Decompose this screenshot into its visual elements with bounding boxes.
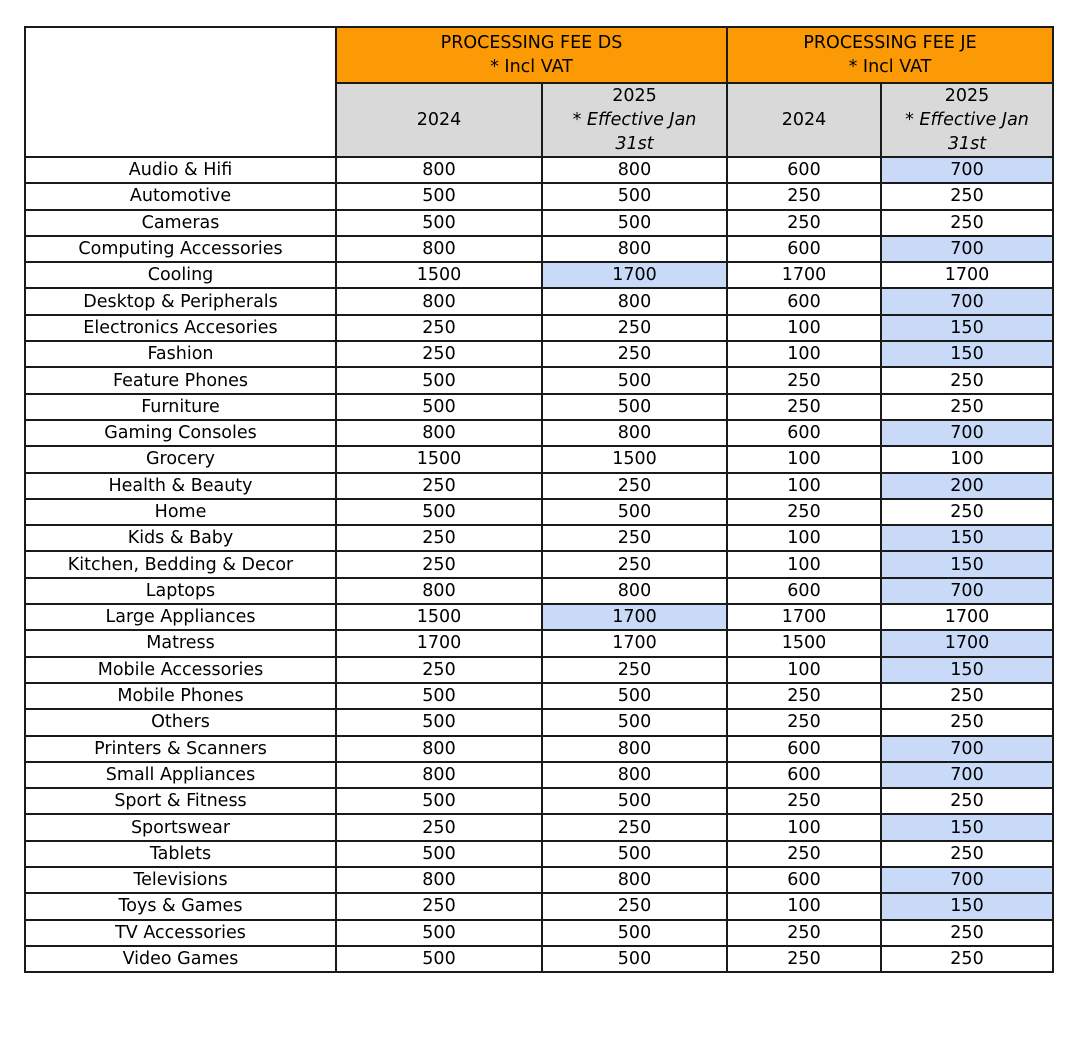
ds-2024-cell: 250 [336,893,542,919]
je-2024-cell: 600 [727,578,881,604]
je-2025-cell: 150 [881,814,1053,840]
ds-2025-cell: 500 [542,709,727,735]
ds-2025-cell: 800 [542,236,727,262]
table-row [25,446,1053,472]
ds-2024-cell: 250 [336,551,542,577]
ds-2025-cell: 500 [542,841,727,867]
ds-2024-cell: 1700 [336,630,542,656]
group-ds-note: * Incl VAT [490,57,573,77]
je-2025-cell: 700 [881,157,1053,183]
table-row [25,814,1053,840]
je-2024-cell: 1500 [727,630,881,656]
ds-2024-cell: 500 [336,946,542,972]
category-cell: Matress [25,630,336,656]
table-row [25,736,1053,762]
ds-2024-cell: 500 [336,683,542,709]
je-2025-cell: 150 [881,551,1053,577]
ds-2024-cell: 250 [336,657,542,683]
ds-2025-cell: 250 [542,893,727,919]
table-row [25,341,1053,367]
fee-table-container [24,26,1054,973]
category-cell: Fashion [25,341,336,367]
table-row [25,288,1053,314]
table-row [25,367,1053,393]
je-2025-cell: 150 [881,315,1053,341]
je-2025-header [881,83,1053,157]
table-row [25,657,1053,683]
category-cell: Toys & Games [25,893,336,919]
je-2025-cell: 150 [881,341,1053,367]
ds-2025-cell: 500 [542,788,727,814]
ds-2024-cell: 800 [336,420,542,446]
ds-2024-cell: 250 [336,315,542,341]
je-2025-cell: 250 [881,709,1053,735]
ds-2024-cell: 800 [336,236,542,262]
ds-2024-cell: 800 [336,288,542,314]
je-2024-header [727,83,881,157]
category-header-blank [25,27,336,157]
table-row [25,893,1053,919]
category-cell: Printers & Scanners [25,736,336,762]
je-2025-cell: 700 [881,736,1053,762]
ds-2024-cell: 500 [336,841,542,867]
ds-2024-cell: 250 [336,473,542,499]
ds-2025-cell: 500 [542,946,727,972]
group-header-row [25,27,1053,83]
category-cell: Computing Accessories [25,236,336,262]
category-cell: Sportswear [25,814,336,840]
je-2024-cell: 100 [727,893,881,919]
ds-2025-cell: 250 [542,814,727,840]
je-2025-cell: 1700 [881,604,1053,630]
je-2024-cell: 600 [727,762,881,788]
je-2024-cell: 250 [727,946,881,972]
ds-2024-cell: 500 [336,499,542,525]
je-2024-cell: 250 [727,210,881,236]
je-2025-cell: 250 [881,210,1053,236]
ds-2025-cell: 1700 [542,262,727,288]
je-2025-cell: 700 [881,236,1053,262]
category-cell: TV Accessories [25,920,336,946]
je-2024-cell: 250 [727,788,881,814]
ds-2025-cell: 800 [542,288,727,314]
ds-2025-cell: 500 [542,499,727,525]
category-cell: Kids & Baby [25,525,336,551]
group-header-je [727,27,1053,83]
je-2024-cell: 250 [727,183,881,209]
ds-2025-cell: 800 [542,867,727,893]
je-2025-cell: 150 [881,893,1053,919]
ds-2024-header [336,83,542,157]
table-row [25,315,1053,341]
je-2025-cell: 1700 [881,262,1053,288]
je-2025-cell: 250 [881,499,1053,525]
ds-2025-cell: 500 [542,210,727,236]
ds-2025-cell: 500 [542,394,727,420]
category-cell: Video Games [25,946,336,972]
je-2024-label: 2024 [781,110,827,130]
ds-2024-cell: 500 [336,367,542,393]
je-2025-cell: 250 [881,946,1053,972]
je-2024-cell: 600 [727,867,881,893]
je-2025-cell: 150 [881,657,1053,683]
category-cell: Electronics Accesories [25,315,336,341]
je-2024-cell: 600 [727,157,881,183]
category-cell: Mobile Phones [25,683,336,709]
ds-2024-cell: 1500 [336,262,542,288]
table-row [25,946,1053,972]
je-2024-cell: 600 [727,420,881,446]
je-2025-cell: 1700 [881,630,1053,656]
ds-2025-cell: 1700 [542,604,727,630]
table-row [25,236,1053,262]
table-row [25,604,1053,630]
je-2024-cell: 250 [727,841,881,867]
table-row [25,762,1053,788]
ds-2025-cell: 800 [542,157,727,183]
je-2025-note-line1: * Effective Jan [905,110,1029,130]
category-cell: Large Appliances [25,604,336,630]
je-2025-cell: 250 [881,788,1053,814]
ds-2025-cell: 250 [542,341,727,367]
ds-2025-cell: 250 [542,551,727,577]
je-2024-cell: 100 [727,551,881,577]
je-2024-cell: 250 [727,683,881,709]
je-2025-cell: 200 [881,473,1053,499]
table-row [25,420,1053,446]
ds-2024-cell: 250 [336,814,542,840]
category-cell: Desktop & Peripherals [25,288,336,314]
ds-2025-cell: 800 [542,762,727,788]
table-row [25,499,1053,525]
category-cell: Gaming Consoles [25,420,336,446]
je-2025-cell: 700 [881,288,1053,314]
category-cell: Feature Phones [25,367,336,393]
ds-2025-cell: 250 [542,657,727,683]
category-cell: Laptops [25,578,336,604]
je-2024-cell: 250 [727,367,881,393]
group-je-title: PROCESSING FEE JE [803,33,977,53]
je-2025-cell: 100 [881,446,1053,472]
je-2025-note-line2: 31st [947,134,987,154]
je-2024-cell: 100 [727,814,881,840]
category-cell: Grocery [25,446,336,472]
ds-2024-cell: 800 [336,736,542,762]
ds-2025-cell: 500 [542,367,727,393]
ds-2025-cell: 1700 [542,630,727,656]
ds-2024-cell: 500 [336,788,542,814]
je-2024-cell: 100 [727,473,881,499]
category-cell: Others [25,709,336,735]
group-ds-title: PROCESSING FEE DS [440,33,623,53]
ds-2025-cell: 800 [542,420,727,446]
table-row [25,578,1053,604]
table-row [25,183,1053,209]
je-2025-year: 2025 [944,86,990,106]
table-row [25,157,1053,183]
ds-2024-cell: 250 [336,525,542,551]
category-cell: Home [25,499,336,525]
table-row [25,630,1053,656]
je-2024-cell: 250 [727,920,881,946]
group-je-note: * Incl VAT [848,57,932,77]
ds-2025-cell: 500 [542,683,727,709]
ds-2025-cell: 800 [542,578,727,604]
category-cell: Sport & Fitness [25,788,336,814]
je-2024-cell: 1700 [727,604,881,630]
ds-2025-cell: 250 [542,525,727,551]
je-2025-cell: 250 [881,183,1053,209]
ds-2024-cell: 800 [336,867,542,893]
table-row [25,262,1053,288]
category-cell: Health & Beauty [25,473,336,499]
je-2025-cell: 700 [881,867,1053,893]
table-row [25,841,1053,867]
je-2024-cell: 100 [727,446,881,472]
je-2025-cell: 700 [881,420,1053,446]
table-row [25,788,1053,814]
category-cell: Televisions [25,867,336,893]
processing-fee-table [24,26,1054,973]
ds-2025-note-line2: 31st [615,134,654,154]
table-row [25,920,1053,946]
ds-2024-cell: 800 [336,762,542,788]
ds-2025-cell: 500 [542,920,727,946]
je-2024-cell: 600 [727,288,881,314]
ds-2024-cell: 800 [336,157,542,183]
ds-2024-cell: 800 [336,578,542,604]
ds-2025-cell: 500 [542,183,727,209]
je-2025-cell: 250 [881,683,1053,709]
je-2024-cell: 250 [727,499,881,525]
je-2024-cell: 1700 [727,262,881,288]
ds-2025-cell: 250 [542,473,727,499]
je-2025-cell: 250 [881,367,1053,393]
ds-2024-cell: 500 [336,183,542,209]
ds-2024-label: 2024 [416,110,462,130]
table-row [25,525,1053,551]
je-2024-cell: 600 [727,736,881,762]
ds-2024-cell: 1500 [336,446,542,472]
ds-2024-cell: 500 [336,210,542,236]
table-row [25,551,1053,577]
category-cell: Cameras [25,210,336,236]
table-row [25,473,1053,499]
ds-2024-cell: 1500 [336,604,542,630]
je-2024-cell: 100 [727,525,881,551]
category-cell: Kitchen, Bedding & Decor [25,551,336,577]
ds-2025-header [542,83,727,157]
category-cell: Automotive [25,183,336,209]
group-header-ds [336,27,727,83]
je-2025-cell: 250 [881,394,1053,420]
je-2024-cell: 250 [727,709,881,735]
table-row [25,394,1053,420]
category-cell: Mobile Accessories [25,657,336,683]
category-cell: Cooling [25,262,336,288]
category-cell: Furniture [25,394,336,420]
ds-2024-cell: 500 [336,920,542,946]
je-2025-cell: 700 [881,762,1053,788]
table-row [25,210,1053,236]
ds-2025-note-line1: * Effective Jan [572,110,697,130]
ds-2025-year: 2025 [612,86,657,106]
table-row [25,709,1053,735]
je-2024-cell: 250 [727,394,881,420]
je-2025-cell: 700 [881,578,1053,604]
table-row [25,683,1053,709]
category-cell: Tablets [25,841,336,867]
je-2024-cell: 100 [727,341,881,367]
je-2025-cell: 250 [881,920,1053,946]
je-2024-cell: 100 [727,315,881,341]
je-2025-cell: 150 [881,525,1053,551]
je-2024-cell: 100 [727,657,881,683]
ds-2025-cell: 1500 [542,446,727,472]
je-2025-cell: 250 [881,841,1053,867]
ds-2024-cell: 250 [336,341,542,367]
ds-2024-cell: 500 [336,394,542,420]
ds-2025-cell: 800 [542,736,727,762]
je-2024-cell: 600 [727,236,881,262]
fee-table-body [25,157,1053,972]
table-row [25,867,1053,893]
category-cell: Audio & Hifi [25,157,336,183]
ds-2024-cell: 500 [336,709,542,735]
ds-2025-cell: 250 [542,315,727,341]
category-cell: Small Appliances [25,762,336,788]
